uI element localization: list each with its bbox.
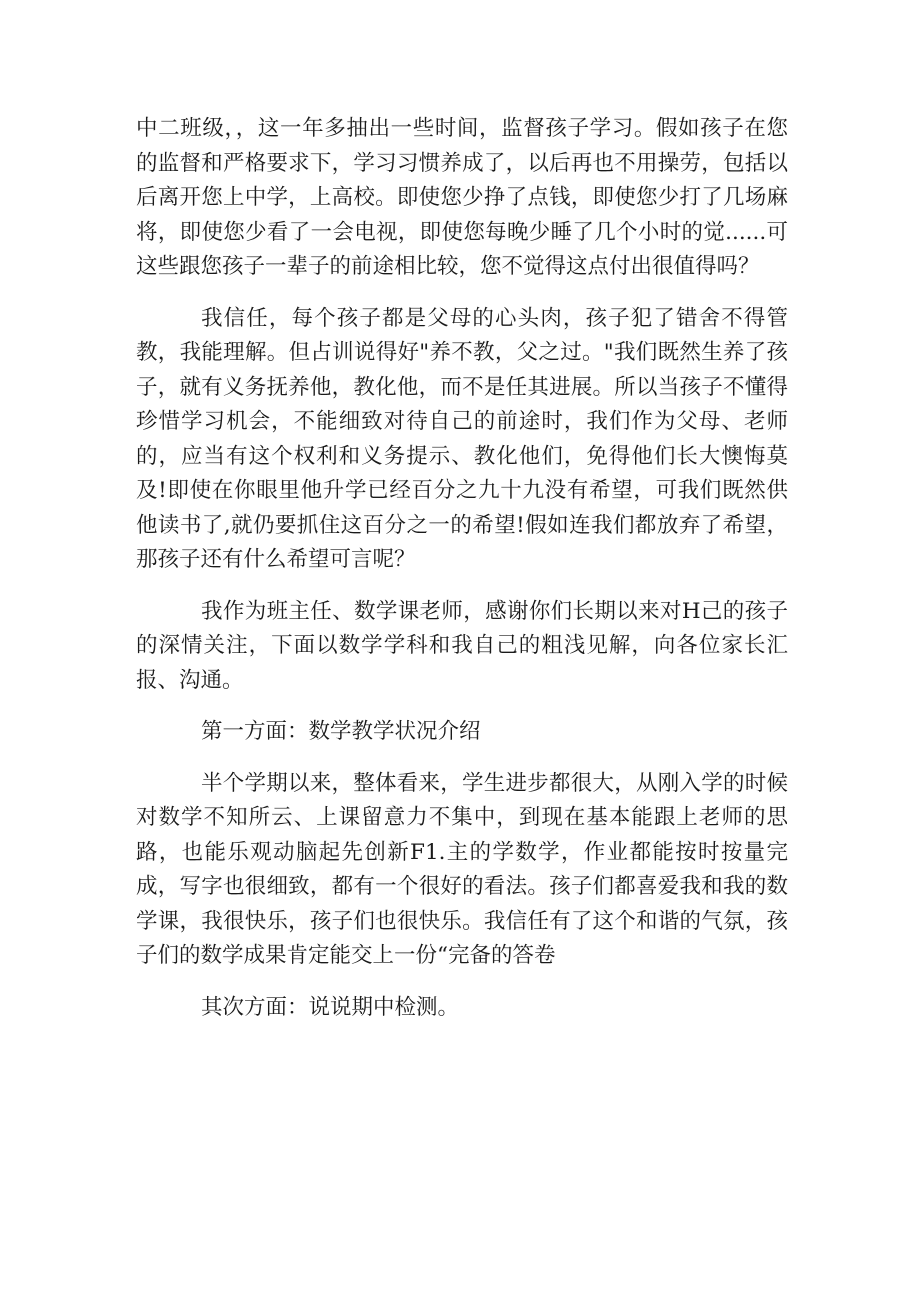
paragraph-teacher-thanks: 我作为班主任、数学课老师，感谢你们长期以来对H己的孩子的深情关注，下面以数学学科和我自己的粗浅见解，向各位家长汇报、沟通。 (136, 598, 788, 693)
paragraph-trust-and-education: 我信任，每个孩子都是父母的心头肉，孩子犯了错舍不得管教，我能理解。但占训说得好"养不教，父之过。"我们既然生养了孩子，就有义务抚养他，教化他，而不是任其进展。所以当孩子不懂得珍惜学习机会，不能细致对待自己的前途时，我们作为父母、老师的，应当有这个权利和义务提示、教化他们，免得他们长大懊悔莫及!即使在你眼里他升学已经百分之九十九没有希望，可我们既然供他读书了,就仍要抓住这百分之一的希望!假如连我们都放弃了希望，那孩子还有什么希望可言呢？ (136, 305, 788, 572)
paragraph-parent-supervision: 中二班级，，这一年多抽出一些时间，监督孩子学习。假如孩子在您的监督和严格要求下，学习习惯养成了，以后再也不用操劳，包括以后离开您上中学，上高校。即使您少挣了点钱，即使您少打了几场麻将，即使您少看了一会电视，即使您每晚少睡了几个小时的觉......可这些跟您孩子一辈子的前途相比较，您不觉得这点付出很值得吗？ (136, 116, 788, 279)
section-heading-math-teaching: 第一方面：数学教学状况介绍 (201, 719, 481, 744)
document-body (136, 112, 788, 1042)
section-heading-midterm-test: 其次方面：说说期中检测。 (201, 994, 460, 1020)
paragraph-math-progress: 半个学期以来，整体看来，学生进步都很大，从刚入学的时候对数学不知所云、上课留意力不集中，到现在基本能跟上老师的思路，也能乐观动脑起先创新F1.主的学数学，作业都能按时按量完成，写字也很细致，都有一个很好的看法。孩子们都喜爱我和我的数学课，我很快乐，孩子们也很快乐。我信任有了这个和谐的气氛，孩子们的数学成果肯定能交上一份“完备的答卷 (136, 770, 788, 968)
